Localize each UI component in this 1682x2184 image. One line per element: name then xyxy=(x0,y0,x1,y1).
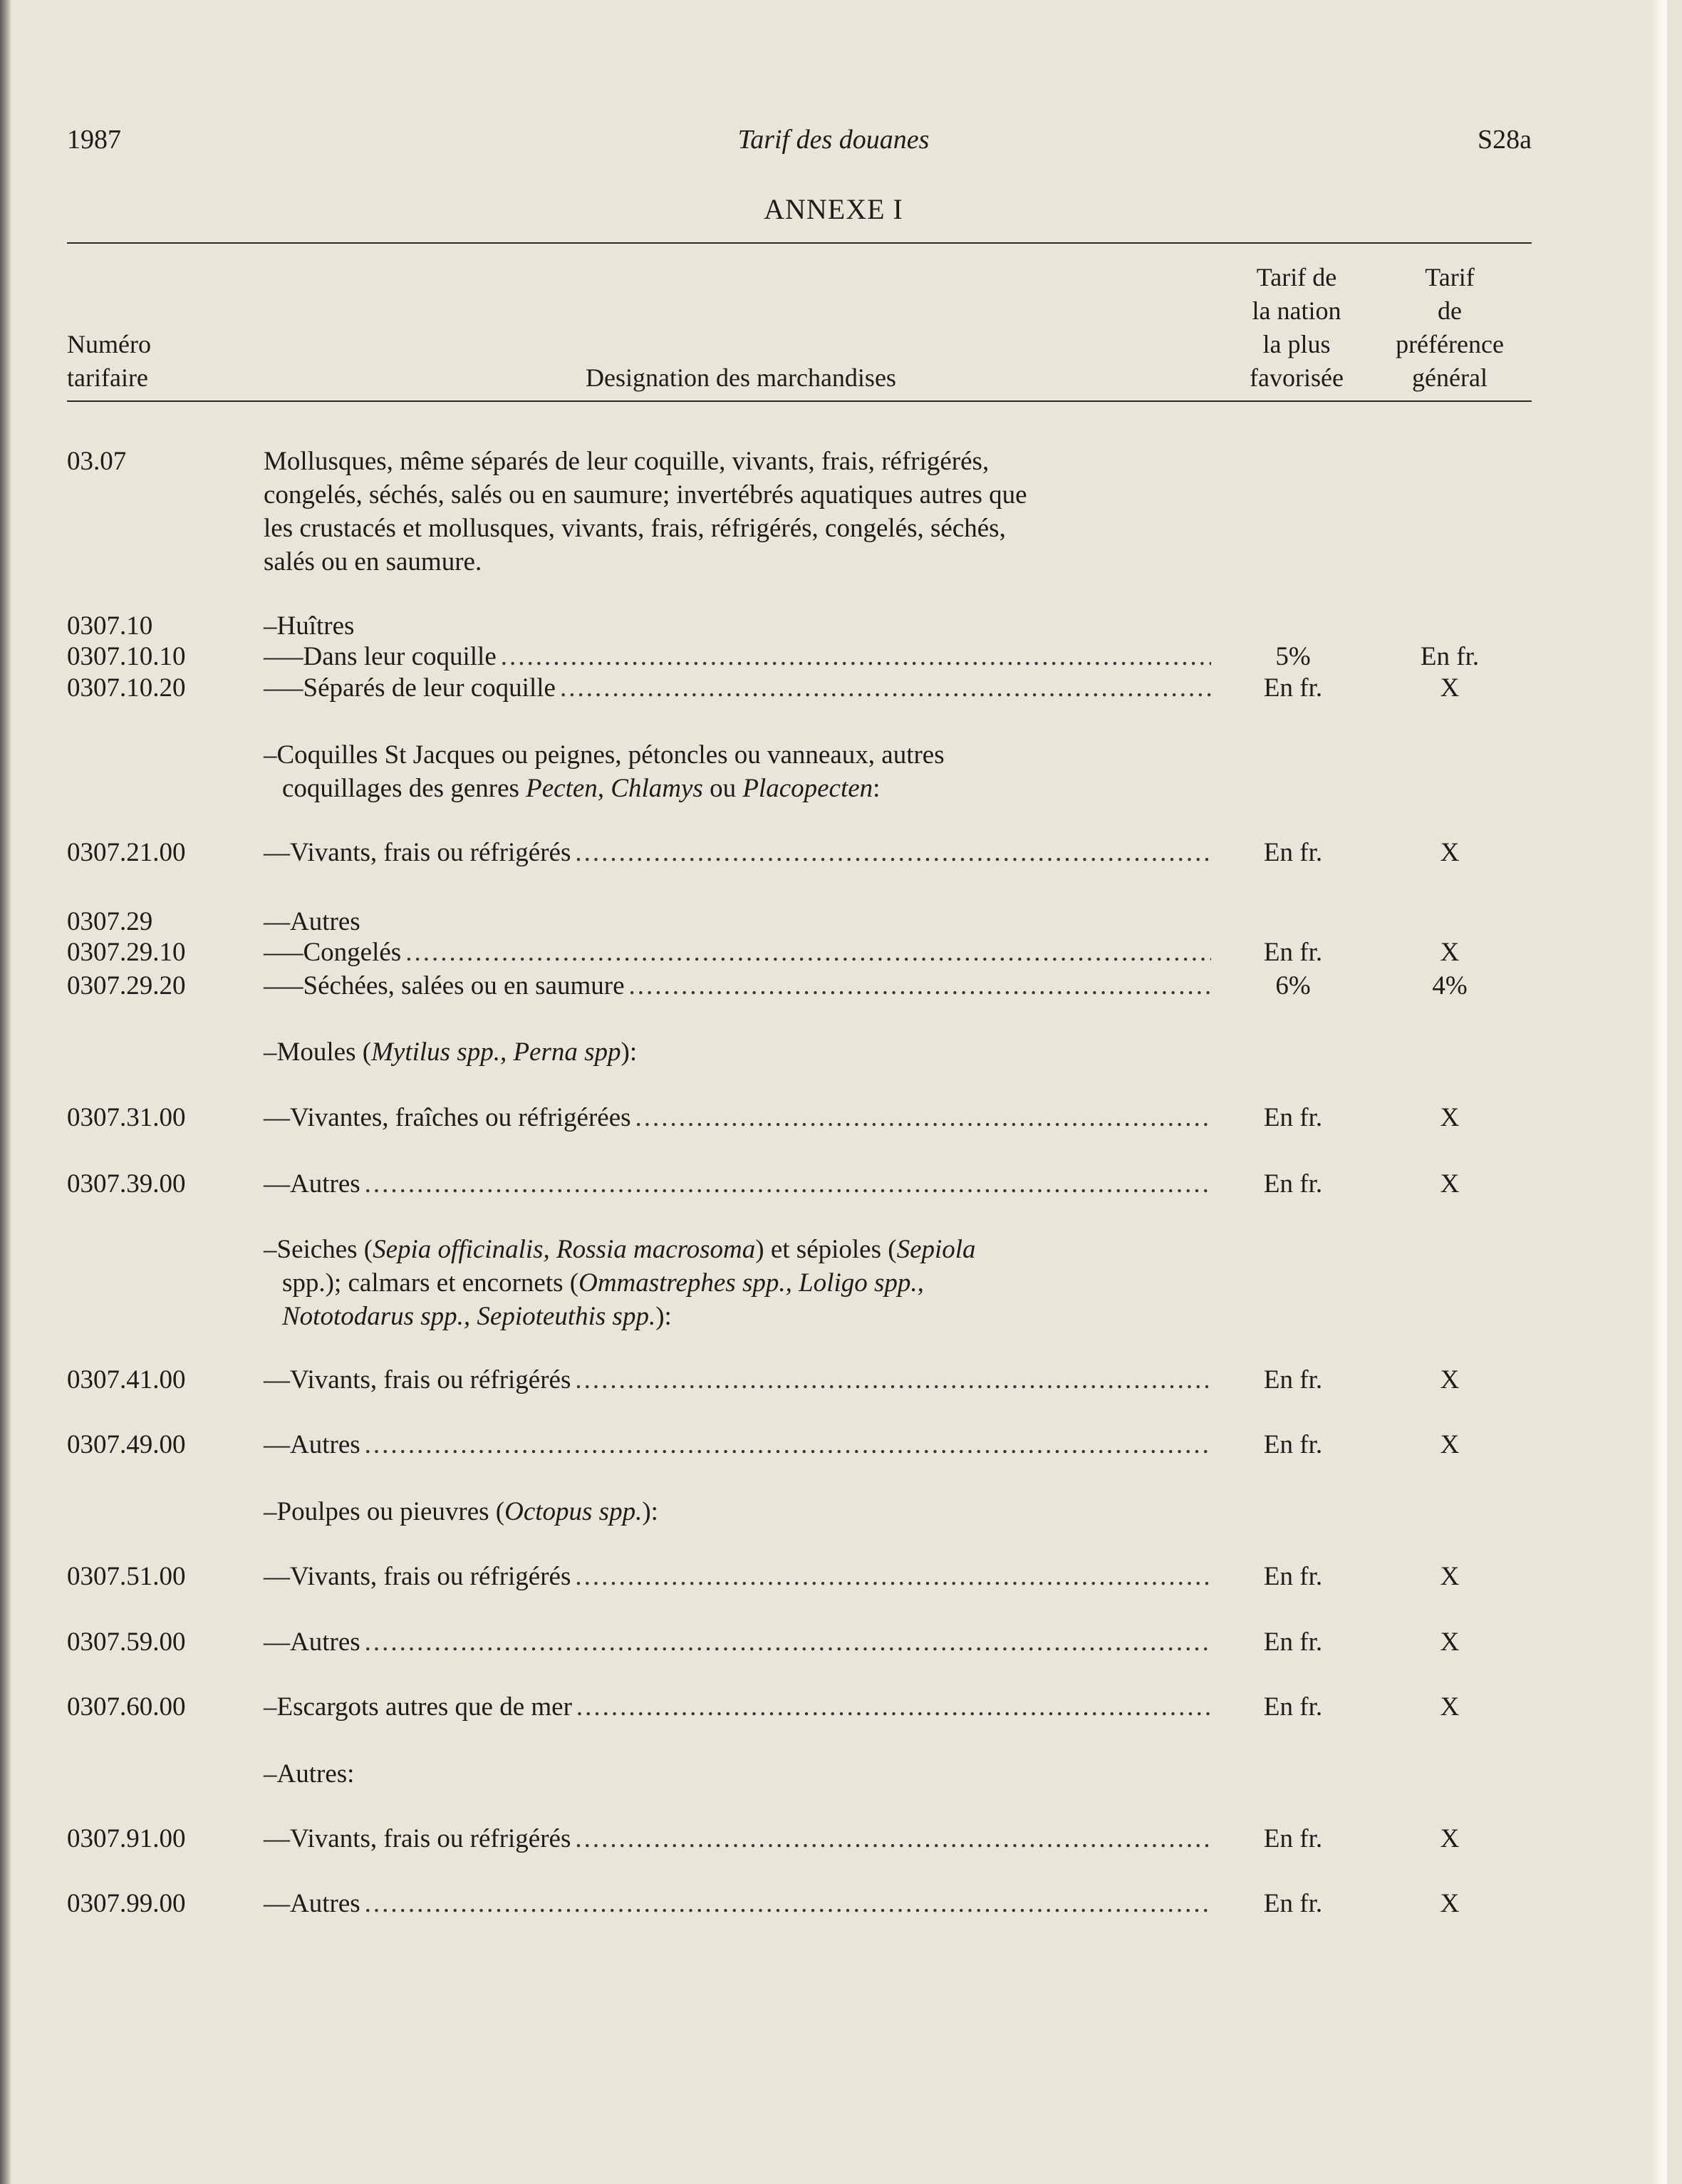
tariff-code: 0307.91.00 xyxy=(67,1824,186,1853)
description-text: ––Vivantes, fraîches ou réfrigérées xyxy=(264,1103,631,1132)
heading-line: salés ou en saumure. xyxy=(264,547,482,576)
mfn-rate: En fr. xyxy=(1263,838,1323,867)
heading-line: Mollusques, même séparés de leur coquille, vivants, frais, réfrigérés, xyxy=(264,447,990,476)
mfn-rate: En fr. xyxy=(1263,673,1323,703)
description xyxy=(264,609,1211,643)
description xyxy=(264,671,1211,705)
col-header-mfn-line: la plus xyxy=(1262,330,1331,358)
subheading-autres: –Autres: xyxy=(264,1759,355,1789)
description xyxy=(264,1690,1211,1724)
header-rule xyxy=(67,400,1532,402)
general-preference-rate: X xyxy=(1440,1889,1460,1918)
col-header-mfn-line: favorisée xyxy=(1250,363,1344,392)
subheading-text: ): xyxy=(621,1037,638,1067)
general-preference-rate: X xyxy=(1440,1824,1460,1853)
heading-code: 03.07 xyxy=(67,447,127,476)
subheading-text: spp.); calmars et encornets ( xyxy=(282,1268,579,1298)
header-year: 1987 xyxy=(67,125,121,155)
tariff-code: 0307.31.00 xyxy=(67,1103,186,1132)
leader-dots xyxy=(497,640,1211,674)
col-header-mfn-line: la nation xyxy=(1252,296,1341,325)
header-title: Tarif des douanes xyxy=(737,125,930,155)
description xyxy=(264,1428,1211,1462)
subheading-poulpes xyxy=(264,1495,1211,1528)
leader-dots xyxy=(401,936,1211,970)
table-row xyxy=(0,671,1667,705)
subheading-text: ou xyxy=(702,774,743,803)
general-preference-rate: X xyxy=(1440,1627,1460,1657)
description xyxy=(264,936,1211,970)
subheading-coquilles xyxy=(264,738,1211,805)
mfn-rate: 5% xyxy=(1275,642,1311,671)
subheading-text: –Poulpes ou pieuvres ( xyxy=(264,1497,505,1526)
table-row xyxy=(0,1887,1667,1921)
table-row xyxy=(0,1167,1667,1201)
description xyxy=(264,1167,1211,1201)
mfn-rate: En fr. xyxy=(1263,1430,1323,1459)
description-text: –Huîtres xyxy=(264,611,355,641)
tariff-code: 0307.59.00 xyxy=(67,1627,186,1657)
heading-line: les crustacés et mollusques, vivants, frais, réfrigérés, congelés, séchés, xyxy=(264,514,1006,543)
header-page-code: S28a xyxy=(1478,125,1532,155)
leader-dots xyxy=(360,1625,1211,1660)
leader-dots xyxy=(571,1822,1211,1856)
mfn-rate: En fr. xyxy=(1263,1365,1323,1394)
table-row xyxy=(0,905,1667,939)
leader-dots xyxy=(360,1428,1211,1462)
tariff-code: 0307.10.20 xyxy=(67,673,186,703)
col-header-general xyxy=(1368,261,1532,395)
table-row xyxy=(0,1101,1667,1135)
description xyxy=(264,905,1211,939)
description xyxy=(264,1101,1211,1135)
leader-dots xyxy=(556,671,1211,705)
general-preference-rate: X xyxy=(1440,1692,1460,1722)
col-header-general-line: de xyxy=(1438,296,1462,325)
subheading-line xyxy=(264,1233,1211,1266)
leader-dots xyxy=(571,836,1211,870)
description-text: ––Autres xyxy=(264,1169,360,1199)
table-row xyxy=(0,836,1667,870)
description-text: ––Autres xyxy=(264,1430,360,1459)
col-header-number-line: Numéro xyxy=(67,330,151,358)
subheading-text: : xyxy=(873,774,881,803)
mfn-rate: 6% xyxy=(1275,971,1311,1000)
species-name: Ommastrephes spp., Loligo spp., xyxy=(578,1268,924,1298)
tariff-code: 0307.60.00 xyxy=(67,1692,186,1722)
description-text: –––Séchées, salées ou en saumure xyxy=(264,971,625,1000)
description-text: ––Vivants, frais ou réfrigérés xyxy=(264,1365,571,1394)
page-edge xyxy=(1651,0,1667,2184)
table-row xyxy=(0,1363,1667,1397)
general-preference-rate: En fr. xyxy=(1420,642,1480,671)
tariff-code: 0307.10.10 xyxy=(67,642,186,671)
description xyxy=(264,836,1211,870)
col-header-general-line: préférence xyxy=(1396,330,1504,358)
description-text: ––Vivants, frais ou réfrigérés xyxy=(264,1562,571,1591)
subheading-text: ): xyxy=(655,1302,672,1331)
tariff-code: 0307.10 xyxy=(67,611,153,641)
leader-dots xyxy=(360,1167,1211,1201)
general-preference-rate: X xyxy=(1440,1103,1460,1132)
subheading-line xyxy=(264,1300,1211,1333)
top-rule xyxy=(67,242,1532,244)
subheading-text: –Seiches ( xyxy=(264,1235,373,1264)
col-header-mfn-line: Tarif de xyxy=(1256,263,1337,291)
general-preference-rate: X xyxy=(1440,1365,1460,1394)
heading-description xyxy=(264,445,1211,579)
subheading-moules xyxy=(264,1035,1211,1069)
general-preference-rate: X xyxy=(1440,1430,1460,1459)
species-name: Mytilus spp., Perna spp xyxy=(371,1037,621,1067)
tariff-code: 0307.51.00 xyxy=(67,1562,186,1591)
leader-dots xyxy=(625,969,1211,1003)
description-text: –Escargots autres que de mer xyxy=(264,1692,572,1722)
table-row xyxy=(0,640,1667,674)
general-preference-rate: X xyxy=(1440,1562,1460,1591)
description xyxy=(264,640,1211,674)
general-preference-rate: X xyxy=(1440,673,1460,703)
subheading-text: ) et sépioles ( xyxy=(755,1235,897,1264)
tariff-code: 0307.39.00 xyxy=(67,1169,186,1199)
table-row xyxy=(0,1822,1667,1856)
leader-dots xyxy=(572,1690,1211,1724)
leader-dots xyxy=(571,1560,1211,1594)
leader-dots xyxy=(631,1101,1211,1135)
description-text: ––Autres xyxy=(264,1889,360,1918)
table-row xyxy=(0,969,1667,1003)
col-header-mfn xyxy=(1218,261,1375,395)
tariff-code: 0307.29.20 xyxy=(67,971,186,1000)
species-name: Placopecten xyxy=(742,774,873,803)
mfn-rate: En fr. xyxy=(1263,1562,1323,1591)
col-header-number xyxy=(67,328,151,395)
mfn-rate: En fr. xyxy=(1263,1889,1323,1918)
mfn-rate: En fr. xyxy=(1263,1103,1323,1132)
mfn-rate: En fr. xyxy=(1263,1692,1323,1722)
subheading-text: –Moules ( xyxy=(264,1037,372,1067)
table-row xyxy=(0,1690,1667,1724)
species-name: Pecten, Chlamys xyxy=(526,774,703,803)
description-text: ––Vivants, frais ou réfrigérés xyxy=(264,838,571,867)
general-preference-rate: X xyxy=(1440,938,1460,967)
col-header-general-line: Tarif xyxy=(1425,263,1475,291)
tariff-code: 0307.49.00 xyxy=(67,1430,186,1459)
tariff-code: 0307.29 xyxy=(67,907,153,936)
description xyxy=(264,1625,1211,1660)
description-text: –––Séparés de leur coquille xyxy=(264,673,556,703)
subheading-text: coquillages des genres xyxy=(282,774,526,803)
col-header-general-line: général xyxy=(1412,363,1488,392)
heading-line: congelés, séchés, salés ou en saumure; invertébrés aquatiques autres que xyxy=(264,480,1027,509)
leader-dots xyxy=(571,1363,1211,1397)
description xyxy=(264,1822,1211,1856)
description xyxy=(264,1363,1211,1397)
tariff-code: 0307.29.10 xyxy=(67,938,186,967)
subheading-line: –Coquilles St Jacques ou peignes, pétoncles ou vanneaux, autres xyxy=(264,740,945,770)
mfn-rate: En fr. xyxy=(1263,1169,1323,1199)
leader-dots xyxy=(360,1887,1211,1921)
mfn-rate: En fr. xyxy=(1263,938,1323,967)
subheading-line xyxy=(264,1266,1211,1300)
tariff-code: 0307.99.00 xyxy=(67,1889,186,1918)
table-row xyxy=(0,1625,1667,1660)
tariff-code: 0307.21.00 xyxy=(67,838,186,867)
general-preference-rate: 4% xyxy=(1432,971,1468,1000)
description-text: –––Dans leur coquille xyxy=(264,642,497,671)
table-row xyxy=(0,1560,1667,1594)
general-preference-rate: X xyxy=(1440,1169,1460,1199)
description-text: ––Autres xyxy=(264,1627,360,1657)
species-name: Sepiola xyxy=(896,1235,976,1264)
annexe-title: ANNEXE I xyxy=(764,193,903,225)
table-row xyxy=(0,1428,1667,1462)
description xyxy=(264,969,1211,1003)
table-row xyxy=(0,609,1667,643)
species-name: Nototodarus spp., Sepioteuthis spp. xyxy=(282,1302,656,1331)
col-header-designation: Designation des marchandises xyxy=(586,363,896,392)
col-header-number-line: tarifaire xyxy=(67,363,148,392)
subheading-text: ): xyxy=(642,1497,658,1526)
subheading-seiches xyxy=(264,1233,1211,1333)
description-text: –––Congelés xyxy=(264,938,402,967)
general-preference-rate: X xyxy=(1440,838,1460,867)
table-row xyxy=(0,936,1667,970)
mfn-rate: En fr. xyxy=(1263,1627,1323,1657)
species-name: Octopus spp. xyxy=(504,1497,643,1526)
species-name: Sepia officinalis, Rossia macrosoma xyxy=(373,1235,756,1264)
description-text: ––Vivants, frais ou réfrigérés xyxy=(264,1824,571,1853)
subheading-line xyxy=(264,772,1211,805)
description xyxy=(264,1560,1211,1594)
description xyxy=(264,1887,1211,1921)
description-text: ––Autres xyxy=(264,907,360,936)
tariff-code: 0307.41.00 xyxy=(67,1365,186,1394)
binding-shadow xyxy=(0,0,11,2184)
mfn-rate: En fr. xyxy=(1263,1824,1323,1853)
